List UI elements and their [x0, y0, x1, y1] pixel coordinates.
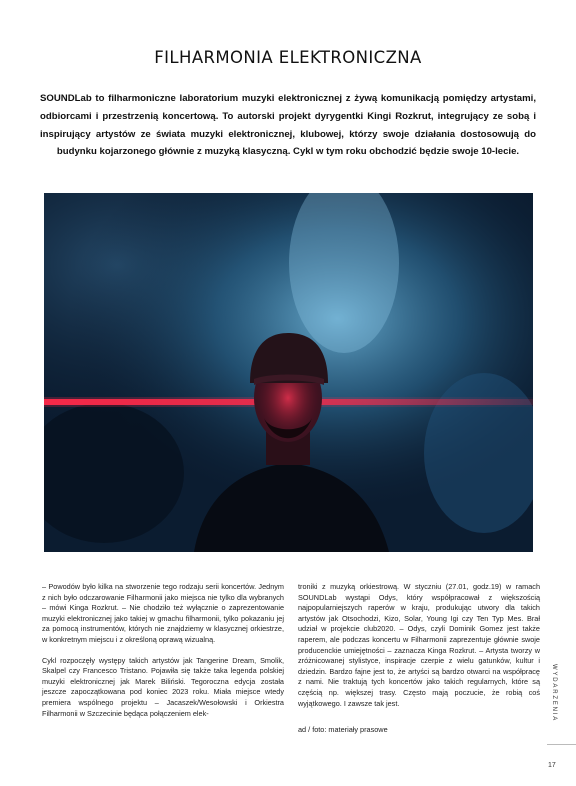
article-column-1	[42, 582, 284, 729]
article-column-2	[298, 582, 540, 746]
body-paragraph: Cykl rozpoczęły występy takich artystów jak Tangerine Dream, Smolik, Skalpel czy Francesco Tristano. Pojawiła się także taka legenda polskiej muzyki elektronicznej jak Marek Biliński. Tegoroczna edycja została jeszcze zapoczątkowana pod koniec 2023 roku. Miała miejsce wtedy premiera wspólnego projektu – Jacaszek/Wesołowski i Orkiestra Filharmonii w Szczecinie będąca połączeniem elek-	[42, 655, 284, 718]
section-label: WYDARZENIA	[551, 664, 557, 723]
body-paragraph: troniki z muzyką orkiestrową. W styczniu (27.01, godz.19) w ramach SOUNDLab wystąpi Odys, który współpracował z większością najpopularniejszych raperów w kraju, produkując utwory dla takich artystów jak Otsochodzi, Kizo, Solar, Young Igi czy Ten Typ Mes. Brał udział w projekcie club2020. – Odys, czyli Dominik Gomez jest także raperem, ale podczas koncertu w Filharmonii zaprezentuje głównie swoje producenckie umiejętności – zaznacza Kinga Rozkrut. – Artysta tworzy w zróżnicowanej stylistyce, inspiracje czerpie z wielu gatunków, kultur i dziedzin. Bardzo fajne jest to, że artyści są bardzo otwarci na współpracę z nami. Nie traktują tych koncertów jako takich regularnych, które są częścią np. większej trasy. Często mają poczucie, że robią coś wyjątkowego. I zawsze tak jest.	[298, 582, 540, 708]
body-paragraph: – Powodów było kilka na stworzenie tego rodzaju serii koncertów. Jednym z nich było odczarowanie Filharmonii jako miejsca nie tylko dla wybranych – mówi Kinga Rozkrut. – Nie chodziło też wyłącznie o zaprezentowanie muzyki elektronicznej jako takiej w gmachu filharmonii, tylko pokazaniu jej za pomocą instrumentów, których nie znajdziemy w klasycznej orkiestrze, w konkretnym miejscu i z określoną oprawą wizualną.	[42, 582, 284, 644]
photo-credit: ad / foto: materiały prasowe	[298, 725, 388, 735]
article-photo	[44, 193, 533, 552]
page-number: 17	[548, 762, 556, 769]
photo-illustration	[44, 193, 533, 552]
margin-divider	[547, 744, 576, 745]
article-lead: SOUNDLab to filharmoniczne laboratorium muzyki elektronicznej z żywą komunikacją pomiędzy artystami, odbiorcami i przestrzenią koncertową. To autorski projekt dyrygentki Kingi Rozkrut, integrujący ze sobą i inspirujący artystów ze świata muzyki elektronicznej, klubowej, którzy swoje działania dostosowują do budynku kojarzonego głównie z muzyką klasyczną. Cykl w tym roku obchodzić będzie swoje 10-lecie.	[40, 93, 536, 158]
article-title: FILHARMONIA ELEKTRONICZNA	[154, 48, 422, 67]
